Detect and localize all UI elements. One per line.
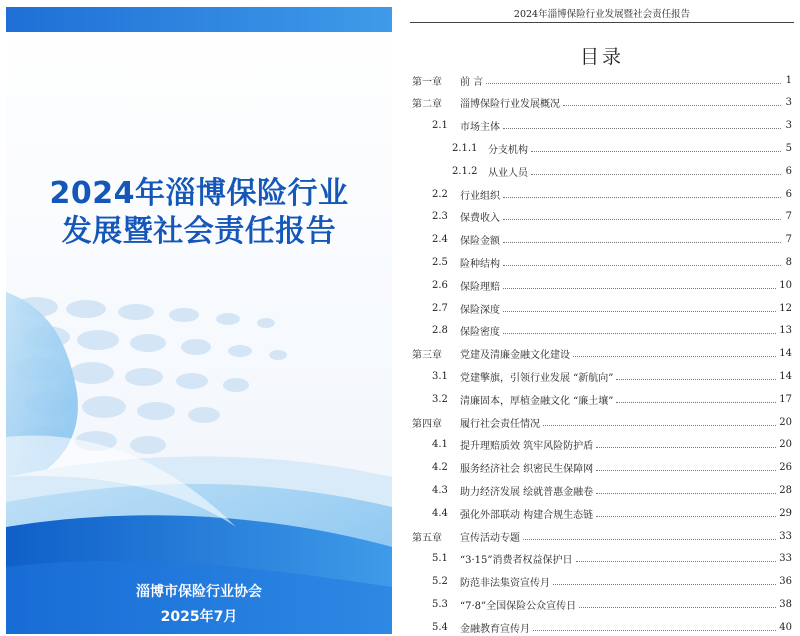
toc-dot-leader	[596, 470, 776, 471]
cover-wave-decoration	[6, 7, 392, 634]
toc-dot-leader	[503, 242, 781, 243]
toc-entry-label: 党建擎旗，引领行业发展 “新航向”	[460, 372, 614, 384]
toc-dot-leader	[553, 584, 776, 585]
toc-entry-number: 2.8	[432, 325, 448, 337]
toc-entry[interactable]	[432, 573, 792, 591]
toc-entry-number: 第五章	[412, 532, 442, 544]
toc-entry[interactable]	[432, 185, 792, 203]
toc-entry-label: 保险理赔	[460, 281, 500, 293]
cover-title-line-1: 2024年淄博保险行业	[49, 176, 349, 211]
toc-entry[interactable]	[412, 94, 792, 112]
toc-entry-label: 助力经济发展 绘就普惠金融卷	[460, 486, 594, 498]
toc-entry-number: 5.3	[432, 598, 448, 610]
toc-entry-number: 2.1	[432, 120, 448, 132]
toc-entry-number: 5.4	[432, 621, 448, 633]
toc-dot-leader	[486, 83, 781, 84]
toc-dot-leader	[563, 105, 781, 106]
toc-entry[interactable]	[432, 481, 792, 499]
toc-entry[interactable]	[432, 618, 792, 636]
toc-entry[interactable]	[432, 367, 792, 385]
toc-entry-label: 险种结构	[460, 258, 500, 270]
toc-dot-leader	[531, 151, 781, 152]
toc-entry-label: 党建及清廉金融文化建设	[460, 350, 570, 362]
toc-entry-number: 2.2	[432, 188, 448, 200]
toc-entry-page: 1	[785, 74, 792, 86]
toc-entry-label: 从业人员	[488, 167, 528, 179]
toc-dot-leader	[596, 493, 776, 494]
toc-entry-number: 2.3	[432, 211, 448, 223]
toc-entry-number: 4.1	[432, 439, 448, 451]
toc-entry-number: 4.3	[432, 484, 448, 496]
table-of-contents-page	[404, 0, 800, 636]
report-cover	[6, 7, 392, 634]
toc-entry-page: 33	[779, 530, 792, 542]
toc-entry[interactable]	[432, 595, 792, 613]
toc-entry[interactable]	[432, 550, 792, 568]
toc-entry-page: 14	[779, 348, 792, 360]
toc-entry[interactable]	[432, 436, 792, 454]
toc-entry-label: 保险金额	[460, 236, 500, 248]
toc-entry-page: 28	[779, 484, 792, 496]
toc-entry-page: 33	[779, 553, 792, 565]
toc-entry-number: 2.5	[432, 256, 448, 268]
toc-dot-leader	[579, 607, 776, 608]
toc-entry-page: 29	[779, 507, 792, 519]
toc-entry-page: 40	[779, 621, 792, 633]
toc-dot-leader	[616, 402, 776, 403]
toc-entry-number: 2.6	[432, 279, 448, 291]
toc-dot-leader	[596, 516, 776, 517]
toc-entry-page: 5	[785, 142, 792, 154]
toc-entry-label: 保险深度	[460, 304, 500, 316]
toc-entry[interactable]	[412, 345, 792, 363]
toc-entry-number: 4.2	[432, 462, 448, 474]
toc-title: 目录	[579, 46, 624, 68]
toc-entry[interactable]	[432, 459, 792, 477]
toc-entry-label: 保费收入	[460, 213, 500, 225]
cover-title-line-2: 发展暨社会责任报告	[61, 214, 337, 249]
toc-entry-label: 分支机构	[488, 144, 528, 156]
toc-entry[interactable]	[452, 139, 792, 157]
toc-entry-label: 保险密度	[460, 327, 500, 339]
toc-entry-page: 6	[785, 165, 792, 177]
toc-entry[interactable]	[412, 71, 792, 89]
toc-dot-leader	[573, 356, 776, 357]
toc-entry-label: 金融教育宣传月	[460, 623, 530, 635]
toc-entry-page: 3	[785, 97, 792, 109]
toc-dot-leader	[503, 265, 781, 266]
toc-entry-number: 第二章	[412, 99, 442, 111]
toc-entry-number: 第三章	[412, 350, 442, 362]
toc-entry-page: 8	[785, 256, 792, 268]
toc-entry-label: 服务经济社会 织密民生保障网	[460, 464, 594, 476]
toc-entry-page: 10	[779, 279, 792, 291]
toc-entry-number: 3.2	[432, 393, 448, 405]
toc-entry-number: 2.1.2	[452, 165, 478, 177]
toc-entry-number: 2.7	[432, 302, 448, 314]
toc-entry-label: 前 言	[460, 76, 484, 88]
toc-entry[interactable]	[432, 231, 792, 249]
toc-entry-label: 行业组织	[460, 190, 500, 202]
toc-dot-leader	[503, 197, 781, 198]
toc-dot-leader	[533, 630, 776, 631]
toc-entry-label: “7·8”全国保险公众宣传日	[460, 600, 577, 612]
toc-entry-number: 3.1	[432, 370, 448, 382]
running-header: 2024年淄博保险行业发展暨社会责任报告	[513, 9, 691, 20]
toc-entry-number: 第一章	[412, 76, 442, 88]
toc-entry[interactable]	[432, 390, 792, 408]
toc-entry-page: 3	[785, 120, 792, 132]
toc-entry[interactable]	[432, 208, 792, 226]
toc-dot-leader	[596, 447, 776, 448]
toc-entry[interactable]	[412, 527, 792, 545]
toc-dot-leader	[503, 128, 781, 129]
toc-entry-page: 36	[779, 576, 792, 588]
toc-entry-page: 7	[785, 234, 792, 246]
toc-entry-page: 17	[779, 393, 792, 405]
toc-entry-page: 7	[785, 211, 792, 223]
toc-entry-label: 宣传活动专题	[460, 532, 520, 544]
toc-entry-label: 淄博保险行业发展概况	[460, 99, 560, 111]
toc-entry-label: 履行社会责任情况	[460, 418, 540, 430]
header-rule	[410, 22, 794, 23]
cover-date: 2025年7月	[160, 609, 238, 625]
toc-dot-leader	[503, 219, 781, 220]
toc-entry-page: 12	[779, 302, 792, 314]
toc-entry[interactable]	[432, 253, 792, 271]
toc-entry-number: 5.1	[432, 553, 448, 565]
toc-entry-label: 提升理赔质效 筑牢风险防护盾	[460, 441, 594, 453]
toc-dot-leader	[503, 333, 776, 334]
toc-entry-label: 清廉固本，厚植金融文化 “廉土壤”	[460, 395, 614, 407]
toc-entry-number: 2.1.1	[452, 142, 478, 154]
toc-entry-page: 20	[779, 439, 792, 451]
toc-entry-page: 38	[779, 598, 792, 610]
toc-entry-label: “3·15”消费者权益保护日	[460, 555, 573, 567]
toc-dot-leader	[503, 288, 776, 289]
toc-entry[interactable]	[452, 162, 792, 180]
toc-entry-page: 14	[779, 370, 792, 382]
toc-entry-label: 强化外部联动 构建合规生态链	[460, 509, 594, 521]
toc-dot-leader	[543, 425, 776, 426]
cover-title	[6, 175, 392, 251]
toc-entry-page: 6	[785, 188, 792, 200]
toc-dot-leader	[576, 561, 777, 562]
toc-entry-number: 5.2	[432, 576, 448, 588]
toc-entry-number: 第四章	[412, 418, 442, 430]
toc-entry-number: 4.4	[432, 507, 448, 519]
toc-dot-leader	[531, 174, 781, 175]
toc-entry[interactable]	[412, 413, 792, 431]
toc-entry-number: 2.4	[432, 234, 448, 246]
toc-entry[interactable]	[432, 504, 792, 522]
toc-dot-leader	[503, 311, 776, 312]
toc-entry-page: 13	[779, 325, 792, 337]
toc-entry-label: 市场主体	[460, 122, 500, 134]
cover-organization: 淄博市保险行业协会	[136, 584, 262, 600]
toc-entry[interactable]	[432, 276, 792, 294]
toc-dot-leader	[523, 539, 776, 540]
toc-entry-page: 26	[779, 462, 792, 474]
toc-entry[interactable]	[432, 299, 792, 317]
toc-entry[interactable]	[432, 117, 792, 135]
toc-entry-page: 20	[779, 416, 792, 428]
toc-dot-leader	[616, 379, 776, 380]
toc-entry[interactable]	[432, 322, 792, 340]
toc-entry-label: 防范非法集资宣传月	[460, 578, 550, 590]
